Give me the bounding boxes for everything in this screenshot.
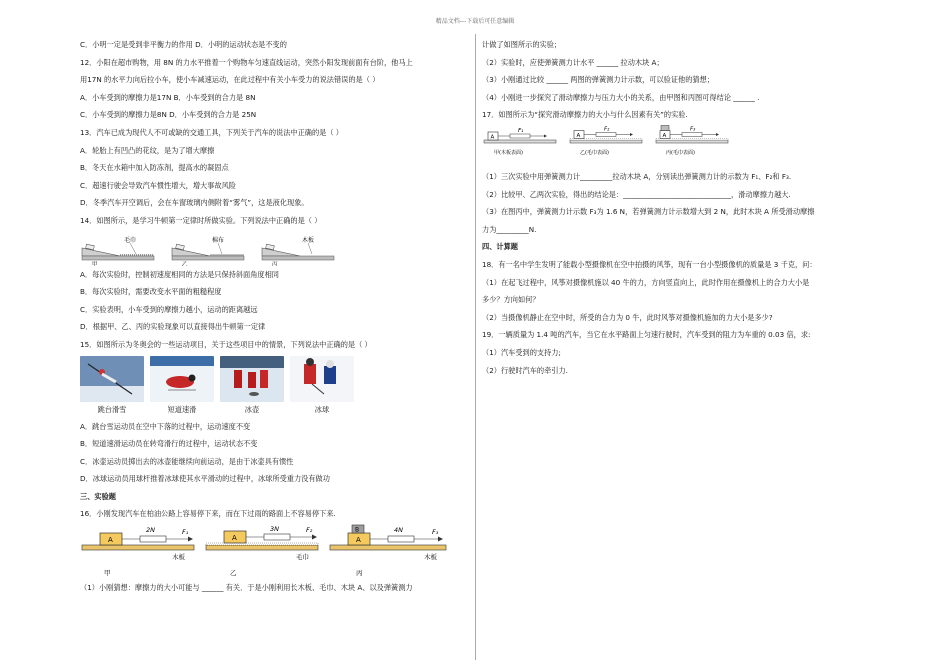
q16-part-4: （4）小刚进一步探究了滑动摩擦力与压力大小的关系，由甲图和丙图可得结论 ______ .: [482, 92, 760, 102]
q18-stem: 18．有一名中学生发明了能载小型摄像机在空中拍摄的风筝，现有一台小型摄像机的质量是 3 千克，问：: [482, 259, 817, 269]
sport-curling: [220, 356, 284, 416]
fig14-name-3: 丙: [272, 261, 278, 266]
sport-short-track: [150, 356, 214, 416]
fig14-surface-3: 木板: [302, 236, 315, 244]
q18-part-2: （2）当摄像机静止在空中时，所受的合力为 0 牛，此时风筝对摄像机施加的力大小是多少?: [482, 312, 773, 322]
fig16-block-1: A: [108, 536, 113, 545]
curling-photo: [220, 356, 284, 402]
q13-option-d: D．冬季汽车开空调后，会在车窗玻璃内侧附着“雾气”，这是液化现象。: [80, 198, 309, 208]
q18-part-1-cont: 多少？方向如何？: [482, 295, 540, 305]
section-calculation: 四、计算题: [482, 242, 518, 252]
ramp-1: [82, 244, 154, 260]
q19-part-1: （1）汽车受到的支持力;: [482, 347, 561, 357]
q15-option-d: D．冰球运动员用球杆推着冰球使其水平滑动的过程中，冰球所受重力没有做功: [80, 474, 330, 484]
fig16-setup-2: [206, 525, 318, 577]
sport-caption-3: 冰壶: [244, 404, 260, 414]
short-track-photo: [150, 356, 214, 402]
q17-part-3: （3）在图丙中，弹簧测力计示数 F₃为 1.6 N，若弹簧测力计示数增大到 2 N，此时木块 A 所受滑动摩擦: [482, 207, 815, 217]
sport-caption-4: 冰球: [314, 404, 330, 414]
ramp-2: [172, 244, 244, 260]
q17-part-2: （2）比较甲、乙两次实验，得出的结论是：______________________________，滑动摩擦力越大.: [482, 189, 791, 199]
figure-16-friction: [80, 523, 470, 579]
fig14-name-2: 乙: [182, 261, 188, 266]
q14-option-d: D．根据甲、乙、丙的实验现象可以直接得出牛顿第一定律: [80, 322, 266, 332]
fig17-block-2: A: [576, 132, 581, 139]
q19-part-2: （2）行驶时汽车的牵引力.: [482, 365, 568, 375]
fig16-weight: B: [355, 526, 360, 534]
ramp-3: [262, 244, 334, 260]
q14-stem: 14．如图所示，是学习牛顿第一定律时所做实验。下列说法中正确的是（ ）: [80, 215, 322, 225]
q13-option-c: C．超速行驶会导致汽车惯性增大，增大事故风险: [80, 180, 236, 190]
q16-part-1-cont: 计做了如图所示的实验；: [482, 40, 562, 49]
fig17-block-1: A: [490, 134, 495, 141]
fig14-surface-1: 毛巾: [124, 236, 137, 244]
q12-stem-2: 用17N 的水平力向后拉小车，使小车减速运动，在此过程中有关小车受力的说法错误的是（ ）: [80, 75, 380, 85]
q13-option-a: A．轮胎上有凹凸的花纹，是为了增大摩擦: [80, 145, 215, 155]
q15-option-b: B．短道速滑运动员在转弯滑行的过程中，运动状态不变: [80, 439, 258, 449]
fig16-F-2: F₂: [306, 526, 313, 535]
fig16-name-2: 乙: [230, 569, 237, 578]
q14-option-c: C．实验表明，小车受到的摩擦力越小，运动的距离越远: [80, 304, 258, 314]
fig17-name-1: 甲(木板表面): [494, 149, 523, 156]
q14-option-b: B．每次实验时，需要改变水平面的粗糙程度: [80, 287, 222, 297]
q15-stem: 15．如图所示为冬奥会的一些运动项目，关于这些项目中的情景，下列说法中正确的是（ ）: [80, 339, 372, 349]
q16-part-3: （3）小刚通过比较 ______ 两图的弹簧测力计示数，可以验证他的猜想；: [482, 75, 714, 85]
sport-ice-hockey: [290, 356, 354, 416]
q16-stem: 16．小刚发现汽车在柏油公路上容易停下来，而在下过雨的路面上不容易停下来.: [80, 509, 336, 519]
sport-caption-1: 跳台滑雪: [97, 404, 127, 414]
fig16-force-3: 4N: [394, 526, 403, 535]
fig17-setup-3: [656, 125, 728, 156]
ice-hockey-photo: [290, 356, 354, 402]
fig16-force-1: 2N: [146, 526, 155, 535]
ski-jump-photo: [80, 356, 144, 402]
fig16-force-2: 3N: [270, 525, 279, 534]
q15-option-c: C．冰壶运动员掷出去的冰壶能继续向前运动，是由于冰壶具有惯性: [80, 456, 294, 466]
column-divider: [475, 34, 476, 660]
q11-options-cd: C．小明一定是受到非平衡力的作用 D．小明的运动状态是不变的: [80, 40, 287, 49]
left-column: [80, 36, 470, 597]
figure-14-ramps: [80, 230, 470, 266]
q12-options-ab: A．小车受到的摩擦力是17N B．小车受到的合力是 8N: [80, 92, 256, 102]
q16-part-2: （2）实验时，应使弹簧测力计水平 ______ 拉动木块 A；: [482, 57, 664, 67]
fig17-F-2: F₂: [604, 126, 610, 133]
q13-stem: 13．汽车已成为现代人不可或缺的交通工具，下列关于汽车的说法中正确的是（ ）: [80, 127, 343, 137]
fig16-surface-2: 毛巾: [296, 553, 309, 562]
page-header: 精品文档---下载后可任意编辑: [435, 18, 515, 25]
q15-option-a: A．跳台雪运动员在空中下落的过程中，运动速度不变: [80, 421, 251, 431]
fig17-setup-2: [570, 126, 642, 156]
fig16-F-1: F₁: [182, 528, 189, 537]
q19-stem: 19．一辆质量为 1.4 吨的汽车，当它在水平路面上匀速行驶时，汽车受到的阻力为车重的 0.03 倍，求:: [482, 330, 811, 340]
fig17-name-2: 乙(毛巾表面): [580, 149, 609, 156]
fig16-F-3: F₃: [432, 528, 439, 537]
sport-caption-2: 短道速滑: [167, 404, 197, 414]
fig16-name-1: 甲: [104, 569, 111, 578]
fig16-block-2: A: [232, 534, 237, 543]
fig16-name-3: 丙: [356, 569, 363, 578]
fig14-name-1: 甲: [92, 261, 98, 266]
figure-17-friction: [482, 124, 872, 168]
fig16-setup-3: [330, 525, 446, 577]
section-experiments: 三、实验题: [80, 491, 116, 501]
fig14-surface-2: 棉布: [212, 236, 225, 244]
q18-part-1: （1）在起飞过程中，风筝对摄像机施以 40 牛的力，方向竖直向上，此时作用在摄像机上的合力大小是: [482, 277, 810, 287]
fig16-surface-1: 木板: [172, 553, 185, 562]
sport-ski-jump: [80, 356, 144, 416]
q17-stem: 17．如图所示为“探究滑动摩擦力的大小与什么因素有关”的实验.: [482, 110, 688, 120]
q12-options-cd: C．小车受到的摩擦力是8N D．小车受到的合力是 25N: [80, 110, 257, 120]
figure-15-sports: [80, 356, 470, 416]
fig17-name-3: 丙(毛巾表面): [666, 149, 695, 156]
right-column: [482, 36, 872, 379]
fig16-block-3: A: [356, 536, 361, 545]
fig17-F-1: F₁: [518, 127, 524, 134]
fig17-block-3: A: [662, 132, 667, 139]
q17-part-3-cont: 力为_________N.: [482, 224, 537, 234]
fig17-setup-1: [484, 128, 556, 156]
fig17-F-3: F₃: [690, 126, 696, 133]
q17-part-1: （1）三次实验中用弹簧测力计_________拉动木块 A，分别读出弹簧测力计的示数为 F₁、F₂和 F₃.: [482, 171, 792, 181]
q16-part-1: （1）小刚猜想：摩擦力的大小可能与 ______ 有关．于是小刚利用长木板、毛巾、木块 A、以及弹簧测力: [80, 583, 413, 593]
q12-stem-1: 12．小阳在超市购物，用 8N 的力水平推着一个购物车匀速直线运动，突然小阳发现前面有台阶，他马上: [80, 57, 413, 67]
q14-option-a: A．每次实验时，控制初速度相同的方法是只保持斜面角度相同: [80, 269, 279, 279]
fig16-setup-1: [82, 526, 194, 577]
q13-option-b: B．冬天在水箱中加入防冻剂，提高水的凝固点: [80, 163, 229, 173]
fig16-surface-3: 木板: [424, 553, 437, 562]
